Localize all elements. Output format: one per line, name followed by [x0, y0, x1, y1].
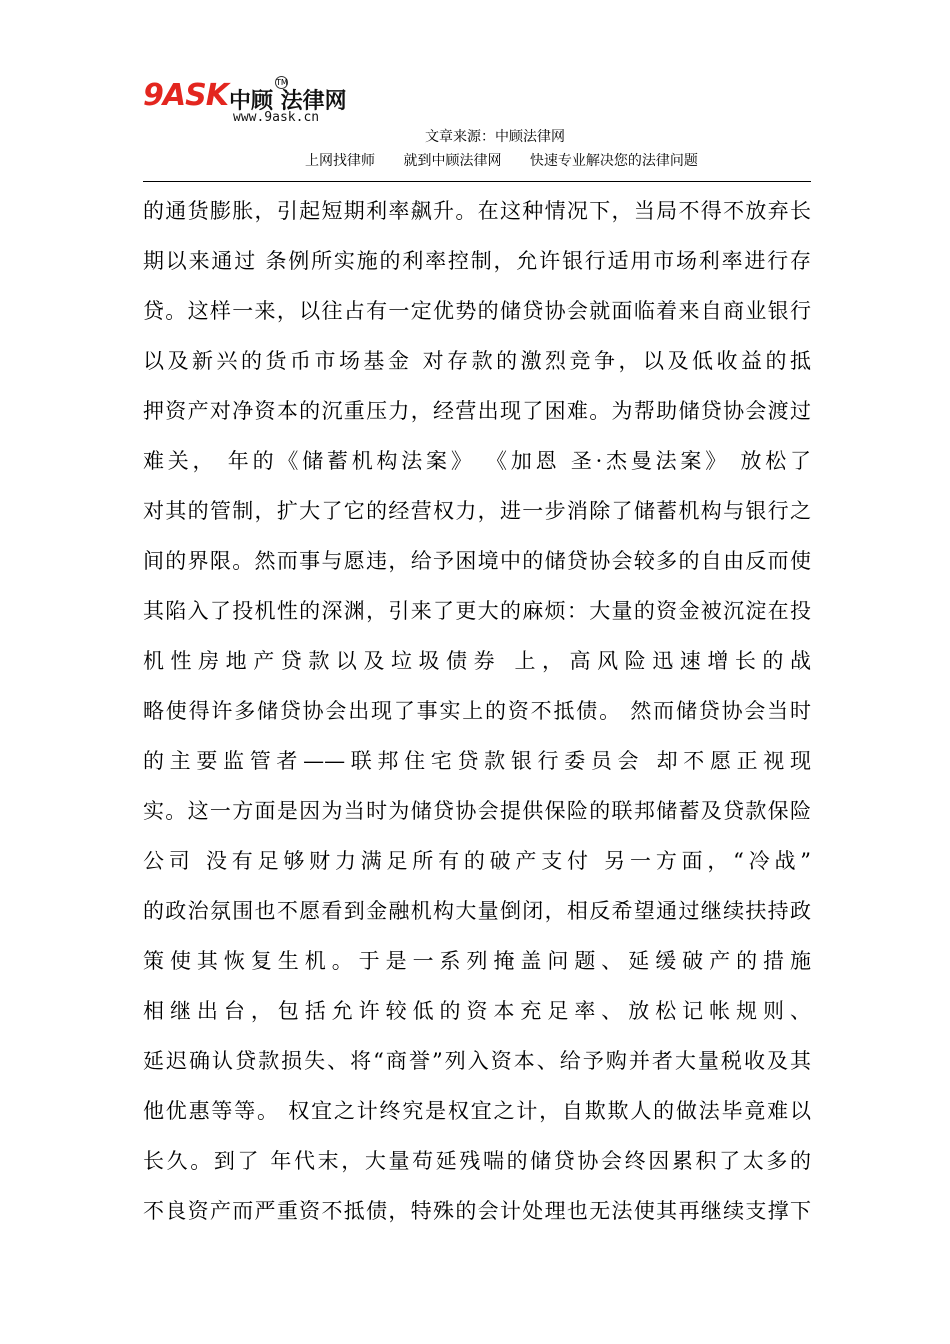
text-line: 的通货膨胀，引起短期利率飙升。在这种情况下，当局不得不放弃长 — [143, 199, 811, 223]
text-line: 间的界限。然而事与愿违，给予困境中的储贷协会较多的自由反而使 — [143, 549, 811, 573]
text-line: 不良资产而严重资不抵债，特殊的会计处理也无法使其再继续支撑下 — [143, 1199, 811, 1223]
text-line: 机性房地产贷款以及垃圾债券 上，高风险迅速增长的战 — [143, 649, 811, 673]
text-line: 其陷入了投机性的深渊，引来了更大的麻烦：大量的资金被沉淀在投 — [143, 599, 811, 623]
article-body — [143, 186, 811, 1236]
text-line: 略使得许多储贷协会出现了事实上的资不抵债。 然而储贷协会当时 — [143, 699, 811, 723]
tagline-part: 就到中顾法律网 — [403, 153, 502, 169]
text-line: 策使其恢复生机。于是一系列掩盖问题、延缓破产的措施 — [143, 949, 811, 973]
text-line: 期以来通过 条例所实施的利率控制，允许银行适用市场利率进行存 — [143, 249, 811, 273]
logo-chinese-name: 中顾 法律网 — [229, 89, 347, 114]
text-line: 公司 没有足够财力满足所有的破产支付 另一方面，“冷战” — [143, 849, 811, 873]
text-line: 押资产对净资本的沉重压力，经营出现了困难。为帮助储贷协会渡过 — [143, 399, 811, 423]
tagline-part: 快速专业解决您的法律问题 — [529, 153, 698, 169]
site-logo[interactable] — [143, 74, 373, 130]
text-line: 的政治氛围也不愿看到金融机构大量倒闭，相反希望通过继续扶持政 — [143, 899, 811, 923]
text-line: 长久。到了 年代末，大量苟延残喘的储贷协会终因累积了太多的 — [143, 1149, 811, 1173]
logo-mark: 9ASK — [143, 78, 228, 113]
text-line: 延迟确认贷款损失、将“商誉”列入资本、给予购并者大量税收及其 — [143, 1049, 811, 1073]
trademark-icon: TM — [276, 78, 288, 87]
text-line: 以及新兴的货币市场基金 对存款的激烈竞争，以及低收益的抵 — [143, 349, 811, 373]
tagline-part: 上网找律师 — [305, 153, 375, 169]
text-line: 对其的管制，扩大了它的经营权力，进一步消除了储蓄机构与银行之 — [143, 499, 811, 523]
logo-url: www.9ask.cn — [233, 110, 320, 125]
header-divider — [143, 181, 811, 182]
text-line: 相继出台，包括允许较低的资本充足率、放松记帐规则、 — [143, 999, 811, 1023]
article-source: 文章来源：中顾法律网 — [425, 129, 565, 145]
text-line: 的主要监管者——联邦住宅贷款银行委员会 却不愿正视现 — [143, 749, 811, 773]
text-line: 贷。这样一来，以往占有一定优势的储贷协会就面临着来自商业银行 — [143, 299, 811, 323]
text-line: 实。这一方面是因为当时为储贷协会提供保险的联邦储蓄及贷款保险 — [143, 799, 811, 823]
site-tagline — [305, 150, 722, 170]
text-line: 难关， 年的《储蓄机构法案》 《加恩 圣·杰曼法案》 放松了 — [143, 449, 811, 473]
text-line: 他优惠等等。 权宜之计终究是权宜之计，自欺欺人的做法毕竟难以 — [143, 1099, 811, 1123]
